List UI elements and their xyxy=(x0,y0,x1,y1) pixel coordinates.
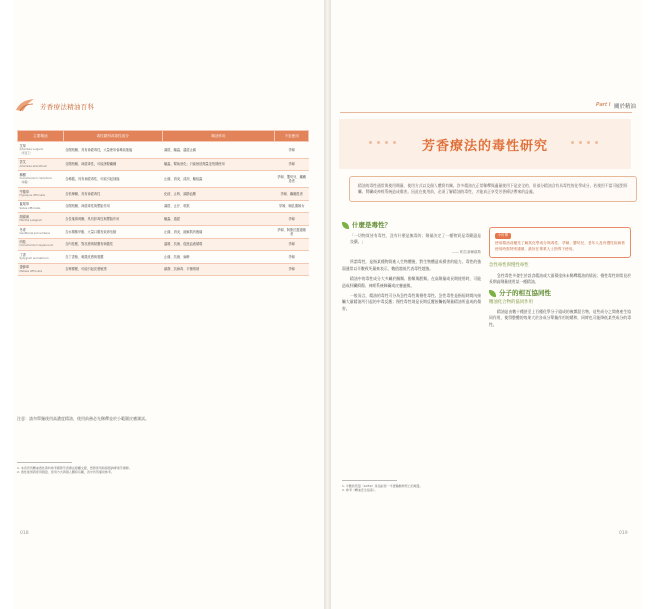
header-rule xyxy=(340,112,632,113)
toxicity-cell xyxy=(63,225,162,238)
right-header-title: 關於精油 xyxy=(614,104,637,110)
paragraph: 精油是由數十種甚至上百種化學分子組成的複雜混合物，這些成分之間會產生協同作用，使得整體的效果大於各成分單獨作用的總和，同時也可能降低某些成分的毒性。 xyxy=(489,309,631,327)
alt-name: （青苗艾） xyxy=(19,152,33,155)
restriction-cell xyxy=(275,200,309,213)
restriction-cell-text: 孕婦 xyxy=(288,242,295,247)
right-footnotes xyxy=(342,484,481,493)
effect-cell-text: 溫暖、抗菌、促進血液循環 xyxy=(164,242,203,247)
effect-cell xyxy=(162,251,275,264)
latin-name: Artemisia absinthium xyxy=(19,164,48,168)
effect-cell xyxy=(162,171,275,188)
oil-name-cell xyxy=(18,238,64,251)
effect-cell xyxy=(162,238,275,251)
footnote: 1. 本表所列精油毒性資料參考國際芳香療法相關文獻，實際使用時請諮詢專業芳療師。 xyxy=(17,466,132,470)
table-row xyxy=(18,225,309,238)
toxicity-cell-text: 含側柏酮，神經毒性與墮胎作用 xyxy=(65,204,110,209)
footnote: 1. 半數致死量（LD50）是指能使一半實驗動物死亡的劑量。 xyxy=(342,484,423,488)
effect-cell-text: 調經、止汗、收斂 xyxy=(164,204,190,209)
effect-cell-text: 驅蟲、通經 xyxy=(164,217,181,222)
quote: 「一切物質皆有毒性，沒有什麼是無毒的；劑量決定了一種物質是毒藥還是良藥。」 xyxy=(350,233,481,244)
restriction-cell-text: 孕婦、嬰幼兒、癲癇患者 xyxy=(277,175,306,184)
page-number-right: 019 xyxy=(619,531,628,536)
effect-cell-text: 止痛、消炎、緩解肌肉痠痛 xyxy=(164,229,203,234)
effect-cell-text: 調經、驅蟲、溫經止痛 xyxy=(164,147,196,152)
toxicity-cell xyxy=(63,200,162,213)
toxicity-cell-text: 含肉桂醛，對皮膚與黏膜有刺激性 xyxy=(65,242,114,247)
tip-box xyxy=(489,227,631,258)
toxicity-cell xyxy=(63,213,162,226)
effect-cell xyxy=(162,142,275,159)
paragraph: 一般而言，精油的毒性可分為急性毒性與慢性毒性。急性毒性是指短時間內接觸大量精油所引起的中毒反應；慢性毒性則是長期反覆接觸低劑量精油所造成的傷害。 xyxy=(342,293,481,311)
quote-source: —— 帕拉塞爾蘇斯 xyxy=(451,250,481,254)
left-footnotes xyxy=(17,466,307,475)
toxicity-cell-text: 含樟腦，具有神經毒性，可能引起抽搐 xyxy=(65,177,120,182)
oil-name-cell-text: 牛膝草 xyxy=(19,189,30,194)
column-header: 主要精油 xyxy=(18,131,64,142)
oil-name-cell-text: 肉桂 xyxy=(19,240,26,245)
oil-name-cell xyxy=(18,158,64,171)
oil-name-cell xyxy=(18,213,64,226)
toxicity-cell xyxy=(63,142,162,159)
oil-name-cell-text: 香蜂草 xyxy=(19,265,30,270)
restriction-cell xyxy=(275,188,309,201)
column-header: 不宜使用 xyxy=(275,131,309,142)
right-header-part: Part I xyxy=(596,102,611,108)
paragraph: 所謂毒性，是指某種物質進入生物體後，對生物體造成損害的能力。毒性的強弱通常以半數致死量來表示，數值越低代表毒性越強。 xyxy=(342,259,481,271)
restriction-cell xyxy=(275,251,309,264)
paragraph: 精油中的毒性成分大多屬於酮類、酚類與醛類。在高劑量或長期使用時，可能造成肝臟損傷、神經系統障礙或皮膚過敏。 xyxy=(342,276,481,288)
chapter-title: 芳香療法的毒性研究 xyxy=(421,139,548,154)
table-row xyxy=(18,171,309,188)
toxicity-cell xyxy=(63,238,162,251)
oil-name-cell xyxy=(18,251,64,264)
restriction-cell-text: 孕婦 xyxy=(288,217,295,222)
oil-name-cell-text: 丁香 xyxy=(19,252,26,257)
toxicity-cell-text: 含側柏酮，具有神經毒性，大量使用會導致抽搐 xyxy=(65,147,133,152)
oil-name-cell-text: 艾草 xyxy=(19,143,26,148)
table-header-row xyxy=(18,131,309,142)
table-row xyxy=(18,263,309,276)
left-header-title: 芳香療法精油百科 xyxy=(40,103,95,111)
table-row xyxy=(18,251,309,264)
table-row xyxy=(18,158,309,171)
restriction-cell-text: 孕婦 xyxy=(288,254,295,259)
table-row xyxy=(18,238,309,251)
oil-name-cell xyxy=(18,142,64,159)
restriction-cell xyxy=(275,263,309,276)
oil-name-cell-text: 鼠尾草 xyxy=(19,202,30,207)
oil-name-cell xyxy=(18,171,64,188)
oil-name-cell-text: 冬青 xyxy=(19,227,26,232)
toxicity-cell xyxy=(63,188,162,201)
toxicity-cell-text: 含松樟酮，具有神經毒性 xyxy=(65,191,101,196)
restriction-cell-text: 孕婦 xyxy=(288,267,295,272)
latin-name: Melissa officinalis xyxy=(19,269,43,273)
oil-name-cell-text: 胡薄荷 xyxy=(19,214,30,219)
toxicity-cell xyxy=(63,251,162,264)
effect-cell-text: 驅蟲、幫助消化；只能極低劑量並短期使用 xyxy=(164,162,225,167)
footnote-divider xyxy=(17,462,72,463)
effect-cell xyxy=(162,225,275,238)
table-row xyxy=(18,142,309,159)
alt-name: （樟腦） xyxy=(19,181,30,185)
restriction-cell-text: 孕婦、阿斯匹靈過敏者 xyxy=(277,227,306,236)
footnote-divider xyxy=(342,480,397,481)
latin-name: Hyssopus officinalis xyxy=(19,193,46,197)
latin-name: Cinnamomum camphora xyxy=(19,177,52,181)
effect-cell-text: 止痛、消炎、清涼、驅蚊蟲 xyxy=(164,177,203,182)
latin-name: Salvia officinalis xyxy=(19,206,41,210)
left-page xyxy=(14,0,324,609)
restriction-cell-text: 孕婦、癲癇患者 xyxy=(280,191,303,196)
latin-name: Cinnamomum zeylanicum xyxy=(19,244,54,248)
bird-logo-icon xyxy=(14,96,36,114)
chapter-banner xyxy=(339,119,631,169)
tip-text: 使用精油前應先了解其化學成分與毒性，孕婦、嬰幼兒、老年人及有慢性疾病者使用時需特別謹慎，最好在專業人士指導下使用。 xyxy=(495,240,625,251)
subheading: 急性毒性與慢性毒性 xyxy=(489,263,529,269)
restriction-cell xyxy=(275,171,309,188)
oil-name-cell xyxy=(18,188,64,201)
effect-cell-text: 止痛、抗菌、麻醉 xyxy=(164,254,190,259)
page-number-left: 018 xyxy=(20,531,29,536)
section-title: 什麼是毒性？ xyxy=(352,221,391,230)
section-heading xyxy=(489,290,631,297)
footnote: 2. 毒性強弱與使用劑量、使用方式與個人體質有關，表中所列僅供參考。 xyxy=(17,470,114,475)
footnote: 2. 參考《精油安全指南》。 xyxy=(342,488,378,493)
column-header: 精油作用 xyxy=(162,131,275,142)
oil-name-cell-text: 苦艾 xyxy=(19,160,26,165)
subheading: 精油化合物的協同作用 xyxy=(489,299,533,305)
toxicity-cell-text: 含側柏酮，神經毒性，可能誘發癲癇 xyxy=(65,162,117,167)
oil-name-cell xyxy=(18,200,64,213)
effect-cell xyxy=(162,213,275,226)
toxicity-cell xyxy=(63,158,162,171)
restriction-cell xyxy=(275,225,309,238)
toxicity-cell-text: 含長葉薄荷酮，具有肝毒性與墮胎作用 xyxy=(65,217,120,222)
effect-cell xyxy=(162,158,275,171)
section-heading xyxy=(342,222,481,229)
restriction-cell-text: 孕婦 xyxy=(288,147,295,152)
intro-box: 精油的毒性通常與使用劑量、使用方式以及個人體質有關。許多精油在正常稀釋與適量使用下是安全的，但部分精油含有具毒性的化學成分，若使用不當可能對肝臟、腎臟或神經系統造成傷害。因此在使用前，必須了解精油的毒性，才能真正享受芳香療法帶來的益處。 xyxy=(349,176,637,202)
restriction-cell-text: 孕婦 xyxy=(288,162,295,167)
toxicity-table xyxy=(17,130,309,276)
right-column-b xyxy=(489,222,631,332)
restriction-cell xyxy=(275,238,309,251)
restriction-cell xyxy=(275,213,309,226)
oil-name-cell xyxy=(18,225,64,238)
right-column-a xyxy=(342,222,481,316)
restriction-cell xyxy=(275,142,309,159)
effect-cell xyxy=(162,200,275,213)
toxicity-cell-text: 含檸檬醛，可能引起皮膚敏感 xyxy=(65,267,107,272)
latin-name: Mentha pulegium xyxy=(19,219,43,223)
oil-name-cell xyxy=(18,263,64,276)
effect-cell-text: 化痰、止咳、調節血壓 xyxy=(164,191,196,196)
table-row xyxy=(18,200,309,213)
restriction-cell xyxy=(275,158,309,171)
latin-name: Gaultheria procumbens xyxy=(19,231,50,235)
toxicity-cell xyxy=(63,171,162,188)
effect-cell-text: 鎮靜、抗病毒、平衡情緒 xyxy=(164,267,200,272)
paragraph: 急性毒性多發生於誤食精油或大面積塗抹未稀釋精油的情況；慢性毒性則常見於長期高劑量使用某一種精油。 xyxy=(489,272,631,285)
effect-cell xyxy=(162,188,275,201)
column-header: 毒性類別或毒性成分 xyxy=(63,131,162,142)
table-row xyxy=(18,188,309,201)
tip-tag: 小叮嚀 xyxy=(495,233,511,239)
effect-cell xyxy=(162,263,275,276)
gutter xyxy=(324,0,331,609)
table-row xyxy=(18,213,309,226)
toxicity-cell-text: 含水楊酸甲酯，大量口服有致命危險 xyxy=(65,229,117,234)
restriction-cell-text: 孕婦、哺乳期婦女 xyxy=(278,204,305,209)
leaf-icon xyxy=(342,222,349,229)
toxicity-cell xyxy=(63,263,162,276)
leaf-icon xyxy=(489,290,496,297)
toxicity-cell-text: 含丁香酚，刺激皮膚與黏膜 xyxy=(65,254,104,259)
oil-name-cell-text: 樟樹 xyxy=(19,172,26,177)
latin-name: Syzygium aromaticum xyxy=(19,256,49,260)
section-title: 分子的相互協同性 xyxy=(499,288,551,297)
latin-name: Artemisia vulgaris xyxy=(19,147,43,151)
table-note: 注意：請勿單獨使用高濃度精油，使用前務必先稀釋並於小範圍皮膚測試。 xyxy=(17,416,149,421)
